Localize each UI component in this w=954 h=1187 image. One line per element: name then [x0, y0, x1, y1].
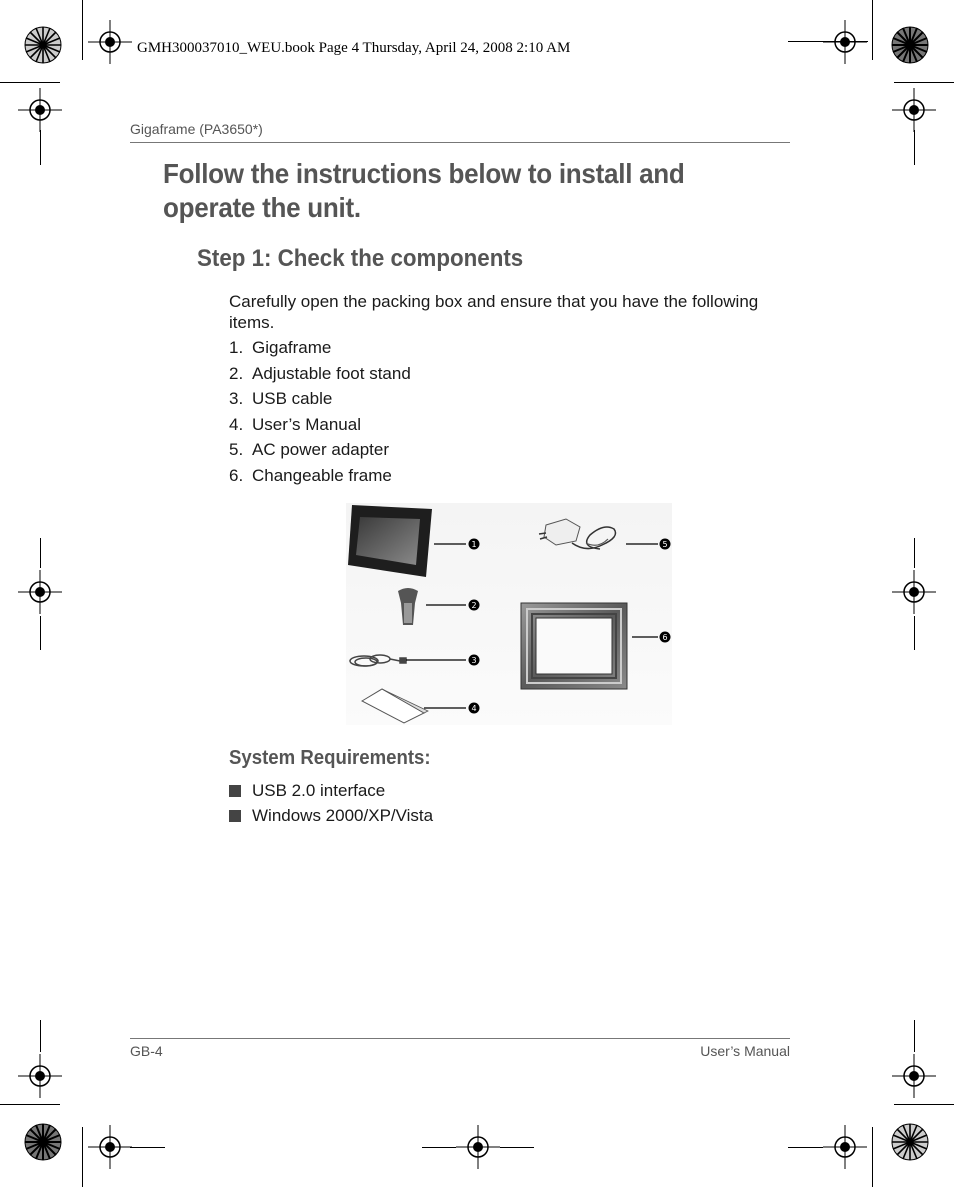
item-number: 6.	[229, 465, 244, 485]
crop-line	[894, 1104, 954, 1105]
item-label: Gigaframe	[252, 338, 332, 357]
system-requirements-list	[229, 778, 433, 828]
crosshair-mark-left-3	[18, 1054, 62, 1098]
crop-line	[914, 538, 915, 568]
crosshair-mark-left-2	[18, 570, 62, 614]
crosshair-mark-top-2	[823, 20, 867, 64]
crop-line	[82, 1127, 83, 1187]
crop-line	[40, 616, 41, 650]
callout-number: 3	[471, 656, 477, 665]
crop-line	[40, 538, 41, 568]
item-label: User’s Manual	[252, 414, 361, 434]
crosshair-mark-left-1	[18, 88, 62, 132]
callout-number: 4	[471, 704, 477, 713]
item-number: 4.	[229, 414, 244, 434]
intro-paragraph: Carefully open the packing box and ensure that you have the following items.	[229, 292, 759, 332]
crop-line	[82, 0, 83, 60]
list-item	[229, 803, 433, 828]
components-illustration	[346, 503, 672, 725]
crosshair-mark-bottom-2	[456, 1125, 500, 1169]
square-bullet-icon	[229, 810, 241, 822]
item-number: 5.	[229, 440, 244, 460]
callout-number: 2	[471, 601, 477, 610]
item-label: Changeable frame	[252, 465, 392, 485]
system-requirements-heading: System Requirements:	[229, 747, 431, 769]
crop-line	[894, 82, 954, 83]
gigaframe-image	[348, 505, 432, 577]
crosshair-mark-right-2	[892, 570, 936, 614]
crop-line	[422, 1147, 456, 1148]
crosshair-mark-bottom-3	[823, 1125, 867, 1169]
crop-line	[914, 616, 915, 650]
requirement-label: Windows 2000/XP/Vista	[252, 806, 434, 825]
callout-number: 1	[471, 540, 477, 549]
starburst-mark-bottom-left	[23, 1122, 63, 1162]
item-label: USB cable	[252, 389, 333, 409]
crop-line	[0, 82, 60, 83]
crop-line	[872, 0, 873, 60]
print-slug: GMH300037010_WEU.book Page 4 Thursday, April 24, 2008 2:10 AM	[137, 40, 571, 56]
crop-line	[788, 41, 868, 42]
footer-rule	[130, 1038, 790, 1039]
list-item	[229, 414, 411, 440]
crop-line	[130, 1147, 165, 1148]
component-list	[229, 337, 411, 491]
crop-line	[872, 1127, 873, 1187]
crop-line	[0, 1104, 60, 1105]
starburst-mark-bottom-right	[890, 1122, 930, 1162]
callout-number: 5	[662, 540, 668, 549]
list-item	[229, 388, 411, 414]
list-item	[229, 363, 411, 389]
crosshair-mark-right-3	[892, 1054, 936, 1098]
page-title: Follow the instructions below to install and operate the unit.	[163, 158, 685, 223]
item-number: 2.	[229, 363, 244, 383]
crop-line	[788, 1147, 823, 1148]
item-label: Adjustable foot stand	[252, 363, 411, 383]
header-rule	[130, 142, 790, 143]
crosshair-mark-bottom-1	[88, 1125, 132, 1169]
crosshair-mark-right-1	[892, 88, 936, 132]
page-number: GB-4	[130, 1043, 163, 1059]
list-item	[229, 439, 411, 465]
crop-line	[500, 1147, 534, 1148]
list-item	[229, 778, 433, 803]
crop-line	[914, 130, 915, 165]
square-bullet-icon	[229, 785, 241, 797]
step-heading: Step 1: Check the components	[197, 245, 524, 272]
starburst-mark-top-left	[23, 25, 63, 65]
crop-line	[914, 1020, 915, 1052]
footer-manual-title: User’s Manual	[700, 1043, 790, 1059]
item-number: 3.	[229, 389, 244, 409]
changeable-frame-image	[521, 603, 627, 689]
list-item	[229, 337, 411, 363]
crosshair-mark-top-1	[88, 20, 132, 64]
callout-number: 6	[662, 633, 668, 642]
list-item	[229, 465, 411, 491]
running-head: Gigaframe (PA3650*)	[130, 121, 263, 137]
item-label: AC power adapter	[252, 440, 390, 460]
crop-line	[40, 1020, 41, 1052]
starburst-mark-top-right	[890, 25, 930, 65]
crop-line	[40, 130, 41, 165]
item-number: 1.	[229, 338, 244, 357]
requirement-label: USB 2.0 interface	[252, 781, 386, 800]
